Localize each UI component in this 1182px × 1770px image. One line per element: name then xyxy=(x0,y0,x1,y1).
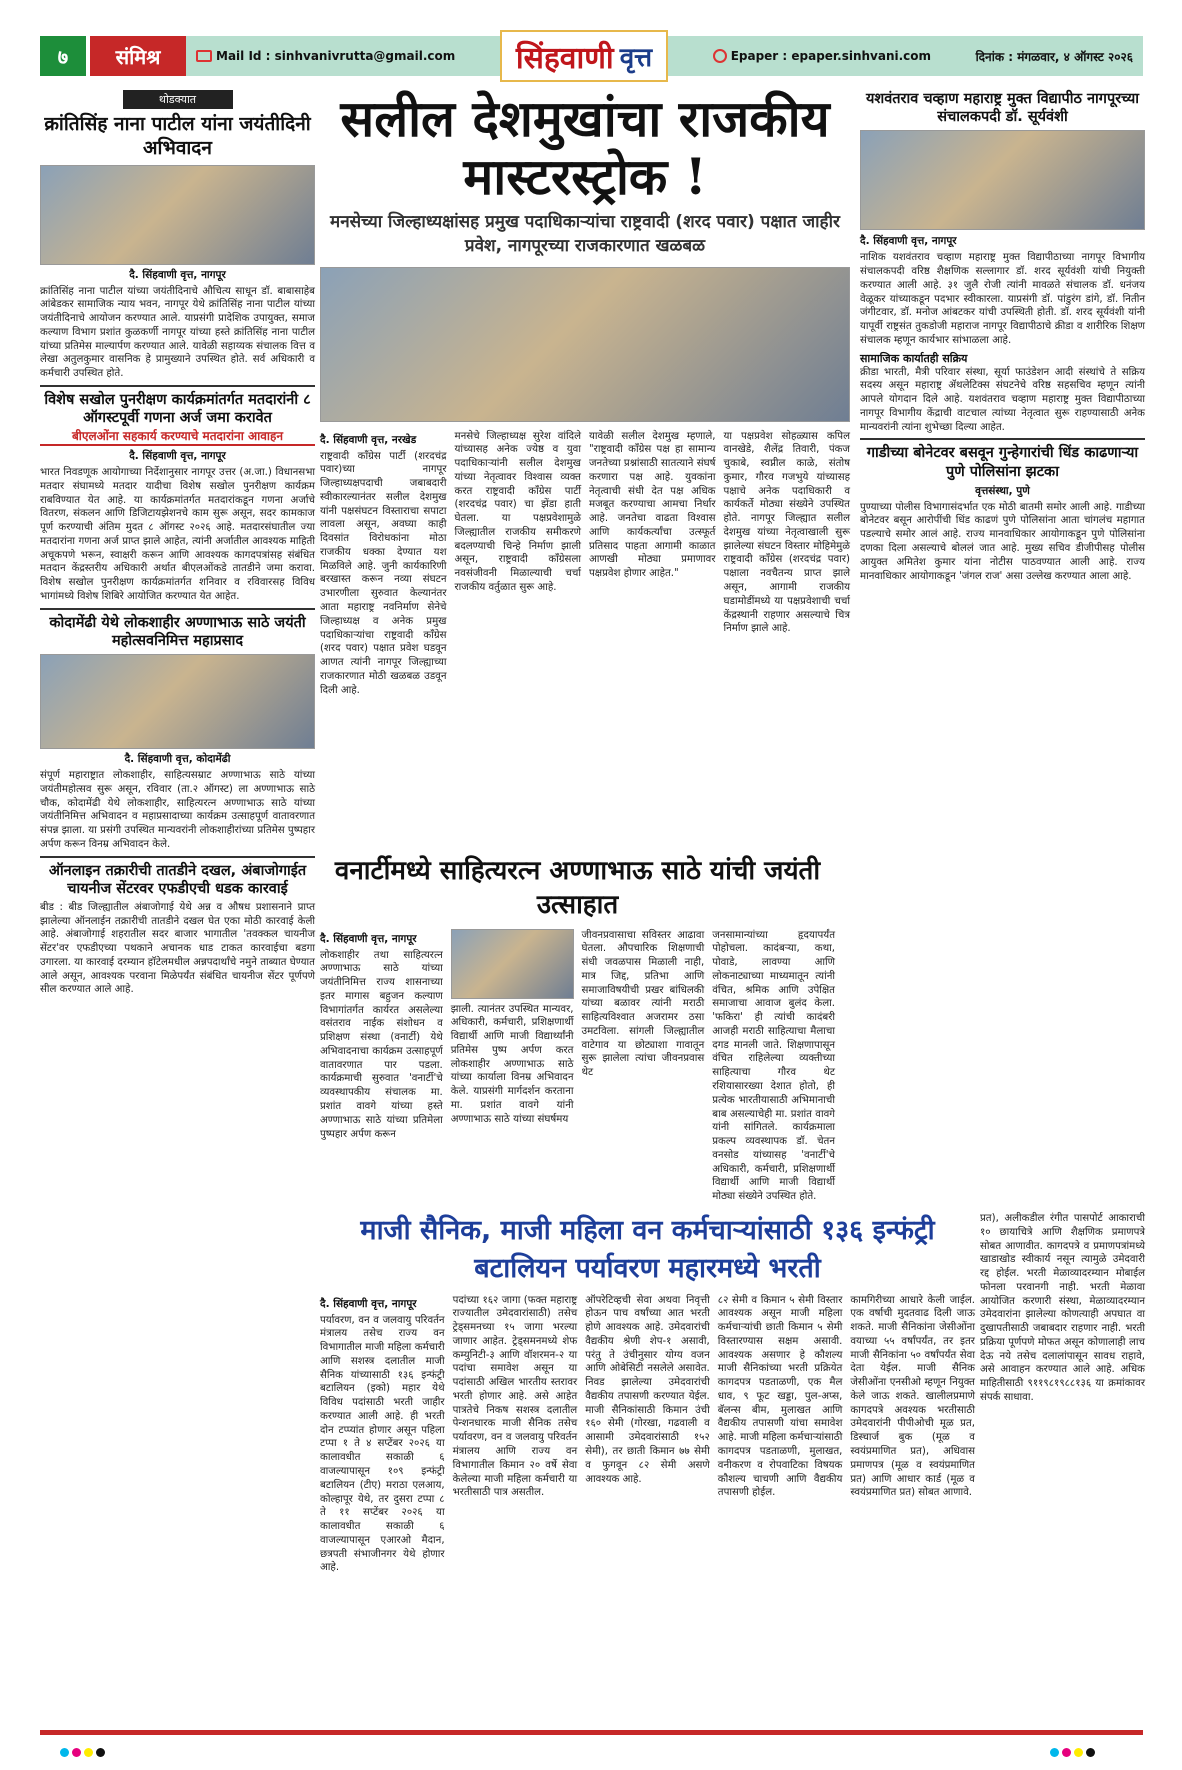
mail-text: Mail Id : sinhvanivrutta@gmail.com xyxy=(216,49,456,63)
article-title: वनार्टीमध्ये साहित्यरत्न अण्णाभाऊ साठे यांची जयंती उत्साहात xyxy=(334,856,821,920)
article-title: ऑनलाइन तक्रारीची तातडीने दखल, अंबाजोगाईत चायनीज सेंटरवर एफडीएची धडक कारवाई xyxy=(48,862,307,897)
black-dot xyxy=(1086,1748,1095,1757)
epaper-info xyxy=(713,49,931,63)
group-photo xyxy=(320,267,850,422)
article-body: राष्ट्रवादी काँग्रेस पार्टी (शरदचंद्र पवार)च्या नागपूर जिल्हाध्यक्षपदाची जबाबदारी स्वीकारल्यानंतर सलील देशमुख यांनी पक्षसंघटन विस्ताराचा सपाटा लावला असून, अवघ्या काही दिवसांत विरोधकांना मोठा राजकीय धक्का देण्यात यश मिळविले आहे. जुनी कार्यकारिणी बरखास्त करून नव्या संघटन उभारणीला सुरुवात केल्यानंतर आता महाराष्ट्र नवनिर्माण सेनेचे जिल्हाध्यक्ष व अनेक प्रमुख पदाधिकाऱ्यांचा राष्ट्रवादी काँग्रेस (शरद पवार) पक्षात प्रवेश घडवून आणत त्यांनी नागपूर जिल्ह्याच्या राजकारणात मोठी खळबळ उडवून दिली आहे. xyxy=(320,450,447,696)
article-body: बीड : बीड जिल्ह्यातील अंबाजोगाई येथे अन्न व औषध प्रशासनाने प्राप्त झालेल्या ऑनलाईन तक्रारीची तातडीने दखल घेत एका मोठी कारवाई केली आहे. अंबाजोगाई शहरातील सदर बाजार भागातील 'तवक्कल चायनीज सेंटर'वर एफडीएच्या पथकाने अचानक धाड टाकत कारवाईचा बडगा उगारला. या कारवाई दरम्यान हॉटेलमधील अन्नपदार्थांचे नमुने ताब्यात घेण्यात आले असून, आवश्यक परवाना मिळेपर्यंत संबंधित चायनीज सेंटर पूर्णपणे सील करण्यात आले आहे. xyxy=(40,901,315,996)
masthead-sub: वृत्त xyxy=(619,43,653,73)
article-title: माजी सैनिक, माजी महिला वन कर्मचाऱ्यांसाठी १३६ इन्फंट्री बटालियन पर्यावरण महारमध्ये भरती xyxy=(360,1215,935,1284)
article-body: प्रत), अलीकडील रंगीत पासपोर्ट आकाराची १० छायाचित्रे आणि शैक्षणिक प्रमाणपत्रे सोबत आणावीत. कागदपत्रे व प्रमाणपत्रांमध्ये खाडाखोड स्वीकार्य नसून त्यामुळे उमेदवारी रद्द होईल. भरती मेळाव्यादरम्यान मोबाईल फोनला परवानगी नाही. भरती मेळावा आयोजित करणारी संस्था, मेळाव्यादरम्यान उमेदवारांना झालेल्या कोणत्याही अपघात वा दुखापतीसाठी जबाबदार राहणार नाही. भरती प्रक्रिया पूर्णपणे मोफत असून कोणालाही लाच देऊ नये तसेच दलालांपासून सावध राहावे, असे आवाहन करण्यात आले आहे. अधिक माहितीसाठी ९११९८१९८८१३६ या क्रमांकावर संपर्क साधावा. xyxy=(980,1213,1145,1403)
lead-deck: मनसेच्या जिल्हाध्यक्षांसह प्रमुख पदाधिकाऱ्यांचा राष्ट्रवादी (शरद पवार) पक्षात जाहीर प्रवेश, नागपूरच्या राजकारणात खळबळ xyxy=(330,212,840,256)
recruitment-continued xyxy=(980,1212,1145,1405)
lead-headline: सलील देशमुखांचा राजकीय मास्टरस्ट्रोक ! xyxy=(340,89,830,206)
article-byline: दै. सिंहवाणी वृत्त, कोदामेंढी xyxy=(124,753,231,766)
issue-date: दिनांक : मंगळवार, ४ ऑगस्ट २०२६ xyxy=(975,49,1133,64)
article-body: लोकशाहीर तथा साहित्यरत्न अण्णाभाऊ साठे यांच्या जयंतीनिमित्त राज्य शासनाच्या इतर मागास बहुजन कल्याण विभागांतर्गत कार्यरत असलेल्या वसंतराव नाईक संशोधन व प्रशिक्षण संस्था (वनार्टी) येथे अभिवादनाचा कार्यक्रम उत्साहपूर्ण वातावरणात पार पडला. कार्यक्रमाची सुरुवात 'वनार्टी'चे व्यवस्थापकीय संचालक मा. प्रशांत वावगे यांच्या हस्ते अण्णाभाऊ साठे यांच्या प्रतिमेला पुष्पहार अर्पण करून xyxy=(320,949,443,1140)
registration-marks xyxy=(60,1748,105,1757)
globe-icon xyxy=(713,49,727,63)
recruitment-article xyxy=(320,1212,975,1575)
article-title: विशेष सखोल पुनरीक्षण कार्यक्रमांतर्गत मतदारांनी ८ ऑगस्टपूर्वी गणना अर्ज जमा करावेत xyxy=(44,391,311,426)
magenta-dot xyxy=(72,1748,81,1757)
masthead-name: सिंहवाणी xyxy=(515,40,614,76)
article-body: ऑपरेटिव्हची सेवा अथवा निवृत्ती होऊन पाच वर्षांच्या आत भरती होणे आवश्यक आहे. उमेदवारांची वैद्यकीय श्रेणी शेप-१ असावी, परंतु ते उंचीनुसार योग्य वजन आणि ओबेसिटी नसलेले असावेत. निवड झालेल्या उमेदवारांची वैद्यकीय तपासणी करण्यात येईल. माजी सैनिकांसाठी किमान उंची १६० सेमी (गोरखा, गढवाली व आसामी उमेदवारांसाठी १५२ सेमी), तर छाती किमान ७७ सेमी व फुगवून ८२ सेमी असणे आवश्यक आहे. xyxy=(585,1294,710,1485)
divider xyxy=(40,385,315,387)
lead-columns xyxy=(320,430,850,698)
event-photo xyxy=(40,654,315,749)
article-columns xyxy=(320,929,835,1204)
article-title: यशवंतराव चव्हाण महाराष्ट्र मुक्त विद्यापीठ नागपूरच्या संचालकपदी डॉ. सूर्यवंशी xyxy=(865,91,1140,126)
event-photo xyxy=(451,929,574,999)
article-body: जनसामान्यांच्या हृदयापर्यंत पोहोचला. कादंबऱ्या, कथा, पोवाडे, लावण्या आणि लोकनाट्याच्या माध्यमातून त्यांनी वंचित, श्रमिक आणि उपेक्षित समाजाचा आवाज बुलंद केला. 'फकिरा' ही त्यांची कादंबरी आजही मराठी साहित्याचा मैलाचा दगड मानली जाते. शिक्षणापासून वंचित राहिलेल्या व्यक्तीच्या साहित्याचा गौरव थेट रशियासारख्या देशात होतो, ही प्रत्येक भारतीयासाठी अभिमानाची बाब असल्याचेही मा. प्रशांत वावगे यांनी सांगितले. कार्यक्रमाला प्रकल्प व्यवस्थापक डॉ. चेतन वनसोड यांच्यासह 'वनार्टी'चे अधिकारी, कर्मचारी, प्रशिक्षणार्थी विद्यार्थी आणि माजी विद्यार्थी मोठ्या संख्येने उपस्थित होते. xyxy=(712,929,835,1203)
article-title: क्रांतिसिंह नाना पाटील यांना जयंतीदिनी अभिवादन xyxy=(44,113,311,159)
article-body: जीवनप्रवासाचा सविस्तर आढावा घेतला. औपचारिक शिक्षणाची संधी जवळपास मिळाली नाही, मात्र जिद्द, प्रतिभा आणि समाजाविषयीची प्रखर बांधिलकी यांच्या बळावर त्यांनी मराठी साहित्यविश्वात अजरामर ठसा उमटविला. सांगली जिल्ह्यातील वाटेगाव या छोट्याशा गावातून सुरू झालेला त्यांचा जीवनप्रवास थेट xyxy=(581,929,705,1079)
lead-story xyxy=(320,90,850,697)
section-label: संमिश्र xyxy=(90,36,186,76)
event-photo xyxy=(40,165,315,265)
article-body: कामगिरीच्या आधारे केली जाईल. एक वर्षाची मुदतवाढ दिली जाऊ शकते. माजी सैनिकांना जेसीओंना वयाच्या ५५ वर्षांपर्यंत, तर इतर माजी सैनिकांना ५० वर्षांपर्यंत सेवा देता येईल. माजी सैनिक जेसीओंना एनसीओ म्हणून नियुक्त केले जाऊ शकते. खालीलप्रमाणे कागदपत्रे अवश्यक भरतीसाठी उमेदवारांनी पीपीओची मूळ प्रत, डिस्चार्ज बुक (मूळ व स्वयंप्रमाणित प्रत), अधिवास प्रमाणपत्र (मूळ व स्वयंप्रमाणित प्रत) आणि आधार कार्ड (मूळ व स्वयंप्रमाणित प्रत) सोबत आणावे. xyxy=(850,1294,975,1499)
article-body: मनसेचे जिल्हाध्यक्ष सुरेश वांदिले यांच्यासह अनेक ज्येष्ठ व युवा पदाधिकाऱ्यांनी सलील देशमुख यांच्या नेतृत्वावर विश्वास व्यक्त करत राष्ट्रवादी काँग्रेस पार्टी (शरदचंद्र पवार) चा झेंडा हाती घेतला. या पक्षप्रवेशामुळे जिल्ह्यातील राजकीय समीकरणे बदलण्याची चिन्हे निर्माण झाली असून, राष्ट्रवादी काँग्रेसला नवसंजीवनी मिळाल्याची चर्चा राजकीय वर्तुळात सुरू आहे. xyxy=(454,430,581,594)
article-body: क्रांतिसिंह नाना पाटील यांच्या जयंतीदिनाचे औचित्य साधून डॉ. बाबासाहेब आंबेडकर सामाजिक न्याय भवन, नागपूर येथे क्रांतिसिंह नाना पाटील यांच्या जयंतीदिनाचे आयोजन करण्यात आले. याप्रसंगी प्रादेशिक उपायुक्त, समाज कल्याण विभाग प्रशांत कुळकर्णी नागपूर यांच्या हस्ते क्रांतिसिंह नाना पाटील यांच्या प्रतिमेस माल्यार्पण करण्यात आले. यावेळी सहाय्यक संचालक वित्त व लेखा अतुलकुमार वासनिक हे प्रामुख्याने उपस्थित होते. सर्व अधिकारी व कर्मचारी उपस्थित होते. xyxy=(40,285,315,380)
cyan-dot xyxy=(1050,1748,1059,1757)
article-byline: दै. सिंहवाणी वृत्त, नागपूर xyxy=(320,932,417,945)
mail-icon xyxy=(196,50,212,62)
article-body: क्रीडा भारती, मैत्री परिवार संस्था, सूर्या फाउंडेशन आदी संस्थांचे ते सक्रिय सदस्य असून महाराष्ट्र ॲथलेटिक्स संघटनेचे वरिष्ठ सहसचिव म्हणून त्यांनी आपले योगदान दिले आहे. यशवंतराव चव्हाण महाराष्ट्र मुक्त विद्यापीठाच्या नागपूर विभागीय केंद्राची वाटचाल त्यांच्या नेतृत्वात सुरू राहण्यासाठी अनेक मान्यवरांनी त्यांना शुभेच्छा दिल्या आहेत. xyxy=(860,366,1145,433)
article-body: या पक्षप्रवेश सोहळ्यास कपिल वानखेडे, शैलेंद्र तिवारी, पंकज चुकाबे, स्वप्नील काळे, संतोष कुमार, गौरव गजभुये यांच्यासह पक्षाचे अनेक पदाधिकारी व कार्यकर्ते मोठ्या संख्येने उपस्थित होते. नागपूर जिल्ह्यात सलील देशमुख यांच्या नेतृत्वाखाली सुरू झालेल्या संघटन विस्तार मोहिमेमुळे राष्ट्रवादी काँग्रेस (शरदचंद्र पवार) पक्षाला नवचैतन्य प्राप्त झाले असून, आगामी राजकीय घडामोडींमध्ये या पक्षप्रवेशाची चर्चा केंद्रस्थानी राहणार असल्याचे चित्र निर्माण झाले आहे. xyxy=(723,430,850,635)
article-body: नाशिक यशवंतराव चव्हाण महाराष्ट्र मुक्त विद्यापीठाच्या नागपूर विभागीय संचालकपदी वरिष्ठ शैक्षणिक सल्लागार डॉ. शरद सूर्यवंशी यांची नियुक्ती करण्यात आली आहे. ३१ जुलै रोजी त्यांनी मावळते संचालक डॉ. धनंजय वेळूकर यांच्याकडून पदभार स्वीकारला. याप्रसंगी डॉ. पांडुरंग डांगे, डॉ. नितीन जंगीटवार, डॉ. मनोज आंबटकर यांची उपस्थिती होती. डॉ. शरद सूर्यवंशी यांनी यापूर्वी राष्ट्रसंत तुकडोजी महाराज नागपूर विद्यापीठाचे क्रीडा व शारीरिक शिक्षण संचालक म्हणून कार्यभार सांभाळला आहे. xyxy=(860,252,1145,346)
brief-news-column xyxy=(40,90,315,997)
article-body: झाली. त्यानंतर उपस्थित मान्यवर, अधिकारी, कर्मचारी, प्रशिक्षणार्थी विद्यार्थी आणि माजी विद्यार्थ्यांनी प्रतिमेस पुष्प अर्पण करत लोकशाहीर अण्णाभाऊ साठे यांच्या कार्याला विनम्र अभिवादन केले. याप्रसंगी मार्गदर्शन करताना मा. प्रशांत वावगे यांनी अण्णाभाऊ साठे यांच्या संघर्षमय xyxy=(450,1003,574,1125)
cyan-dot xyxy=(60,1748,69,1757)
jayanti-article xyxy=(320,855,835,1204)
page-header xyxy=(40,28,1143,84)
article-byline: दै. सिंहवाणी वृत्त, नरखेड xyxy=(320,433,417,446)
registration-marks xyxy=(1050,1748,1095,1757)
article-body: पर्यावरण, वन व जलवायु परिवर्तन मंत्रालय तसेच राज्य वन विभागातील माजी महिला कर्मचारी आणि सशस्त्र दलातील माजी सैनिक यांच्यासाठी १३६ इन्फंट्री बटालियन (इको) महार येथे विविध पदांसाठी भरती जाहीर करण्यात आली आहे. ही भरती दोन टप्प्यांत होणार असून पहिला टप्पा १ ते ४ सप्टेंबर २०२६ या कालावधीत सकाळी ६ वाजल्यापासून १०९ इन्फंट्री बटालियन (टीए) मराठा एलआय, कोल्हापूर येथे, तर दुसरा टप्पा ८ ते ११ सप्टेंबर २०२६ या कालावधीत सकाळी ६ वाजल्यापासून एआरओ मैदान, छत्रपती संभाजीनगर येथे होणार आहे. xyxy=(320,1314,445,1574)
black-dot xyxy=(96,1748,105,1757)
article-byline: दै. सिंहवाणी वृत्त, नागपूर xyxy=(860,235,957,248)
mail-info xyxy=(196,49,455,63)
yellow-dot xyxy=(1074,1748,1083,1757)
article-byline: दै. सिंहवाणी वृत्त, नागपूर xyxy=(129,450,226,463)
article-subtitle: बीएलओंना सहकार्य करण्याचे मतदारांना आवाहन xyxy=(40,427,315,446)
section-tag: थोडक्यात xyxy=(123,90,233,109)
article-title: कोदामेंढी येथे लोकशाहीर अण्णाभाऊ साठे जयंती महोत्सवनिमित्त महाप्रसाद xyxy=(49,614,306,649)
divider xyxy=(860,438,1145,440)
page-number: ७ xyxy=(40,36,86,76)
footer-rule xyxy=(40,1730,1143,1735)
article-byline: दै. सिंहवाणी वृत्त, नागपूर xyxy=(320,1297,417,1310)
event-photo xyxy=(860,130,1145,230)
article-body: ८२ सेमी व किमान ५ सेमी विस्तार आवश्यक असून माजी महिला कर्मचाऱ्यांची छाती किमान ५ सेमी विस्तारण्यास सक्षम असावी. आवश्यक असणार हे कौशल्य माजी सैनिकांच्या भरती प्रक्रियेत कागदपत्र पडताळणी, एक मैल धाव, ९ फूट खड्डा, पुल-अप्स, बॅलन्स बीम, मुलाखत आणि वैद्यकीय तपासणी यांचा समावेश आहे. माजी महिला कर्मचाऱ्यांसाठी कागदपत्र पडताळणी, मुलाखत, वनीकरण व रोपवाटिका विषयक कौशल्य चाचणी आणि वैद्यकीय तपासणी होईल. xyxy=(717,1294,843,1499)
article-body: भारत निवडणूक आयोगाच्या निर्देशानुसार नागपूर उत्तर (अ.जा.) विधानसभा मतदार संघामध्ये मतदार यादीचा विशेष सखोल पुनरीक्षण कार्यक्रम राबविण्यात येत आहे. या कार्यक्रमांतर्गत मतदारांकडून गणना अर्जाचे वितरण, संकलन आणि डिजिटायझेशनचे काम सुरू असून, सदर कामकाज पूर्ण करण्याची अंतिम मुदत ८ ऑगस्ट २०२६ आहे. मतदारसंघातील ज्या मतदारांना गणना अर्ज प्राप्त झाले आहेत, त्यांनी अर्जातील आवश्यक माहिती अचूकपणे भरून, स्वाक्षरी करून आणि आवश्यक कागदपत्रांसह संबंधित मतदान केंद्रस्तरीय अधिकारी अर्थात बीएलओंकडे तातडीने जमा करावा. विशेष सखोल पुनरीक्षण कार्यक्रमांतर्गत शनिवार व रविवारसह विविध भागांमध्ये विशेष शिबिरे आयोजित करण्यात येत आहेत. xyxy=(40,467,315,602)
header-strip xyxy=(186,36,1143,76)
article-body: पदांच्या १६२ जागा (फक्त महाराष्ट्र राज्यातील उमेदवारांसाठी) तसेच ट्रेड्समनच्या १५ जागा भरल्या जाणार आहेत. ट्रेड्समनमध्ये शेफ कम्युनिटी-३ आणि वॉशरमन-२ या पदांचा समावेश असून या पदांसाठी अखिल भारतीय स्तरावर भरती होणार आहे. असे आहेत पात्रतेचे निकष सशस्त्र दलातील पेन्शनधारक माजी सैनिक तसेच पर्यावरण, वन व जलवायु परिवर्तन मंत्रालय आणि राज्य वन विभागातील किमान २० वर्षे सेवा केलेल्या माजी महिला कर्मचारी या भरतीसाठी पात्र असतील. xyxy=(452,1294,578,1499)
epaper-link[interactable]: Epaper : epaper.sinhvani.com xyxy=(730,49,932,63)
divider xyxy=(40,856,315,858)
article-byline: वृत्तसंस्था, पुणे xyxy=(975,484,1030,497)
article-title: गाडीच्या बोनेटवर बसवून गुन्हेगारांची धिंड काढणाऱ्या पुणे पोलिसांना झटका xyxy=(866,445,1139,480)
right-column xyxy=(860,90,1145,583)
article-byline: दै. सिंहवाणी वृत्त, नागपूर xyxy=(129,268,226,281)
article-body: यावेळी सलील देशमुख म्हणाले, "राष्ट्रवादी काँग्रेस पक्ष हा सामान्य जनतेच्या प्रश्नांसाठी सातत्याने संघर्ष करणारा पक्ष आहे. युवकांना नेतृत्वाची संधी देत पक्ष अधिक मजबूत करण्याचा आमचा निर्धार आहे. जनतेचा वाढता विश्वास आणि कार्यकर्त्यांचा उत्स्फूर्त प्रतिसाद पाहता आगामी काळात आणखी मोठ्या प्रमाणावर पक्षप्रवेश होणार आहेत." xyxy=(589,430,716,580)
article-columns xyxy=(320,1294,975,1576)
article-body: पुण्याच्या पोलीस विभागासंदर्भात एक मोठी बातमी समोर आली आहे. गाडीच्या बोनेटवर बसून आरोपींची धिंड काढणं पुणे पोलिसांना आता चांगलंच महागात पडल्याचे समोर आलं आहे. राज्य मानवाधिकार आयोगाकडून पुणे पोलिसांना दणका दिला असल्याचे बोललं जात आहे. मुख्य सचिव डीजीपीसह पोलीस आयुक्त अमितेश कुमार यांना नोटीस पाठवण्यात आली आहे. राज्य मानवाधिकार आयोगाकडून 'जंगल राज' असा उल्लेख करण्यात आला आहे. xyxy=(860,501,1145,582)
yellow-dot xyxy=(84,1748,93,1757)
divider xyxy=(40,608,315,610)
magenta-dot xyxy=(1062,1748,1071,1757)
article-subhead: सामाजिक कार्यातही सक्रिय xyxy=(860,351,968,365)
masthead-logo xyxy=(500,30,668,82)
article-body: संपूर्ण महाराष्ट्रात लोकशाहीर, साहित्यसम्राट अण्णाभाऊ साठे यांच्या जयंतीमहोत्सव सुरू असून, रविवार (ता.२ ऑगस्ट) ला अण्णाभाऊ साठे चौक, कोदामेंढी येथे लोकशाहीर, साहित्यरत्न अण्णाभाऊ साठे यांच्या जयंतीनिमित्त अभिवादन व महाप्रसादाच्या कार्यक्रम उत्साहपूर्ण वातावरणात संपन्न झाला. या प्रसंगी उपस्थित मान्यवरांनी लोकशाहीरांच्या प्रतिमेस पुष्पहार अर्पण करून विनम्र अभिवादन केले. xyxy=(40,770,315,850)
